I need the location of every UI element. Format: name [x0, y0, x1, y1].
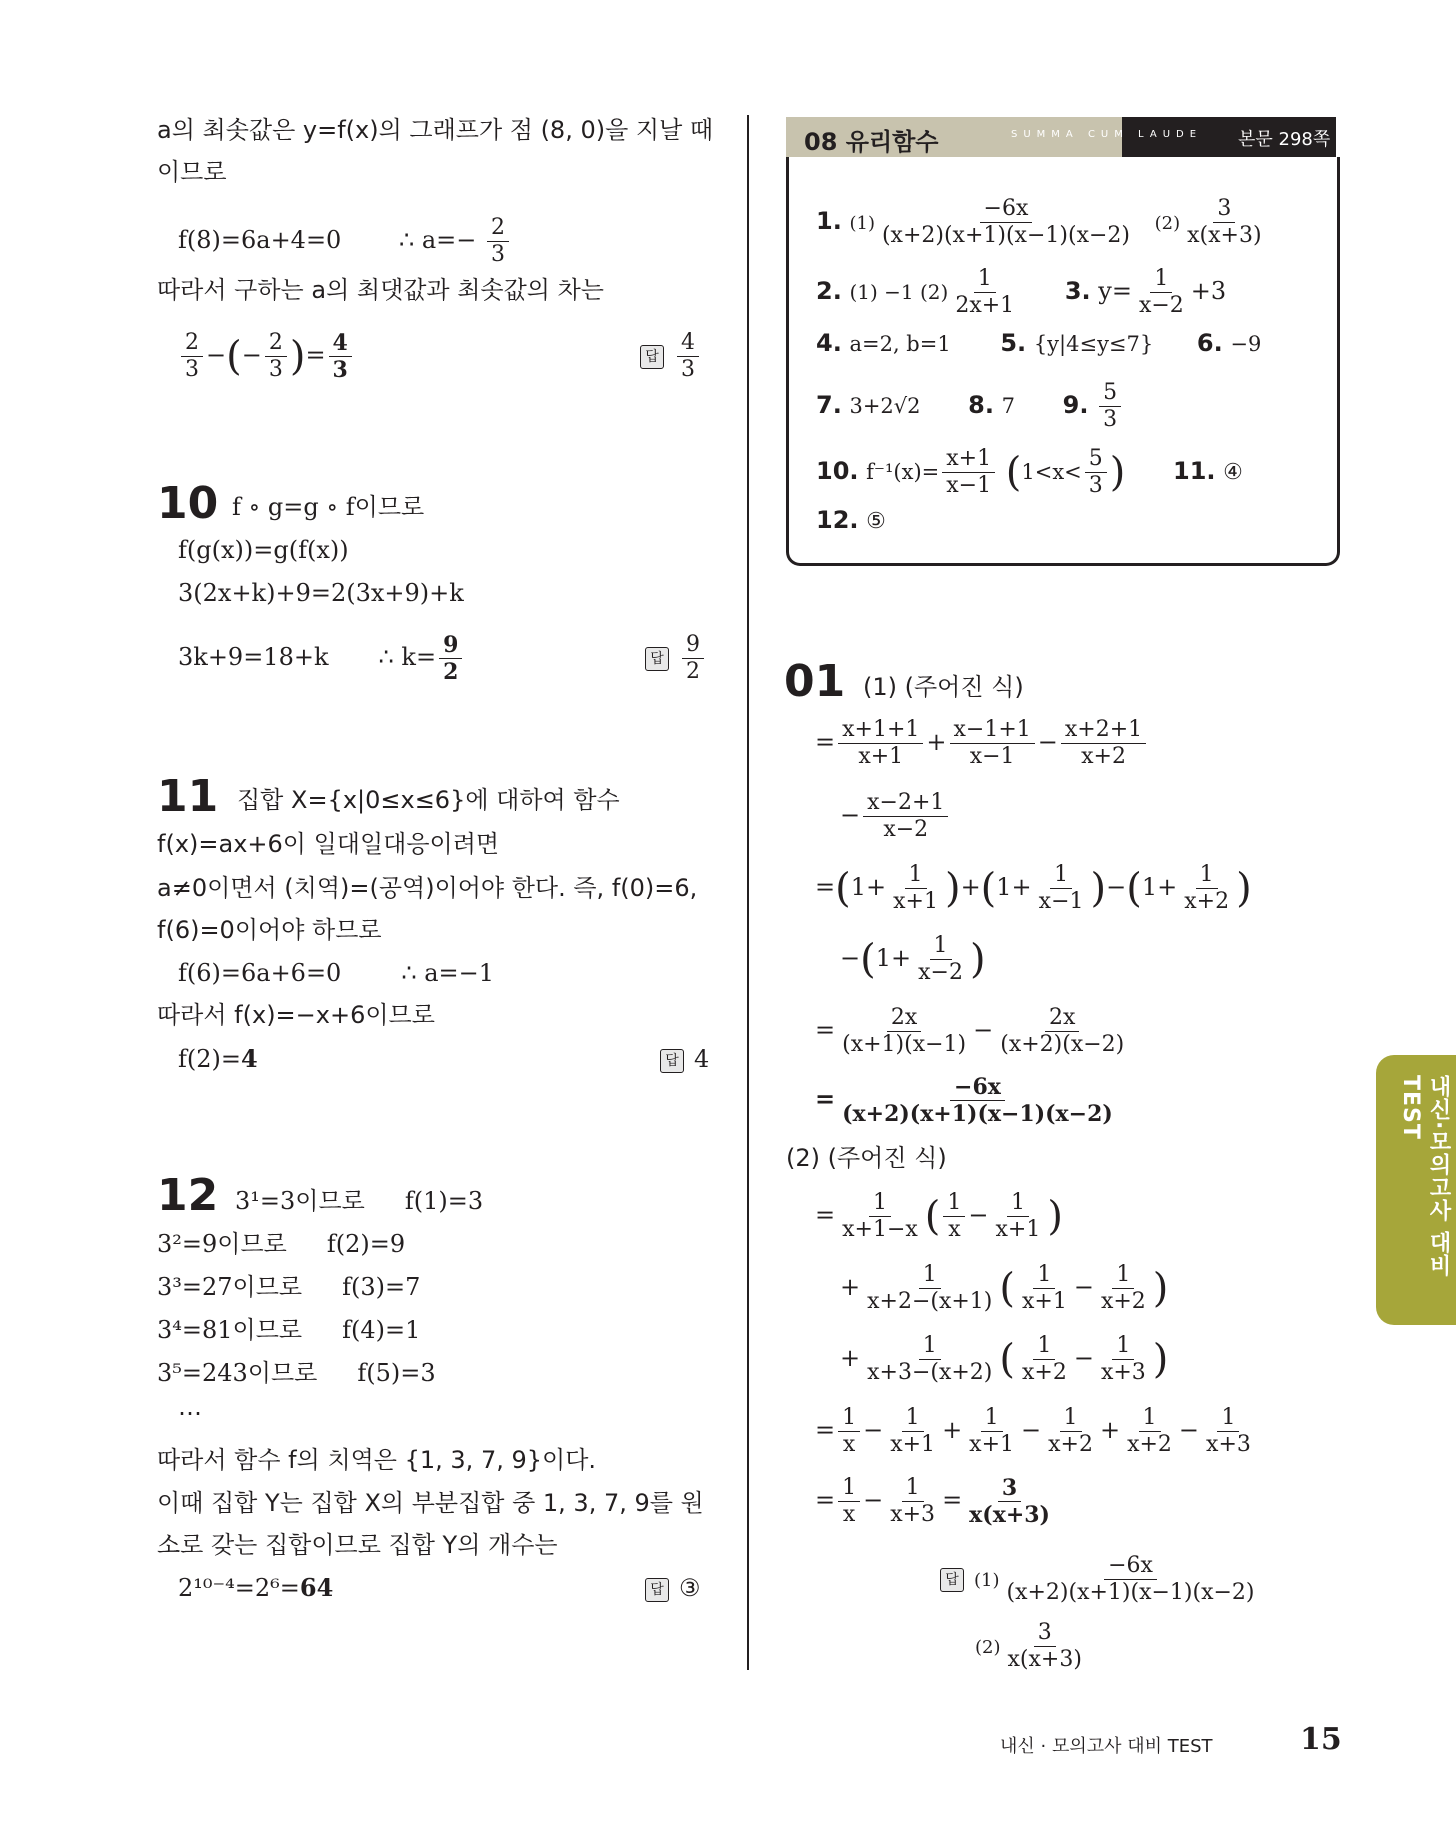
answer-q10: 답 $\frac{9}{2}$ [645, 632, 707, 685]
answer-mark-icon: 답 [645, 1578, 669, 1602]
side-tab-label: 내신·모의고사 대비 TEST [1398, 1075, 1451, 1278]
answer-mark-icon: 답 [645, 647, 669, 671]
q12-line-3: 소로 갖는 집합이므로 집합 Y의 개수는 [157, 1531, 558, 1559]
question-01-number: 01 [784, 656, 846, 707]
sol01-answer-2: (2) $\frac{3}{x(x+3)}$ [975, 1620, 1082, 1672]
sol01-part1-head: (1) (주어진 식) [863, 673, 1024, 701]
answer-12: 12. ⑤ [816, 506, 886, 534]
q11-line-1: 집합 X={x|0≤x≤6}에 대하여 함수 [237, 786, 620, 814]
q11-line-7: f(2)=4 [178, 1044, 258, 1073]
q12-line-4: 2¹⁰⁻⁴=2⁶=64 [178, 1573, 334, 1602]
page-reference: 본문 298쪽 [1238, 129, 1331, 150]
sol02-eq-2: + $\frac{1}{x+2-(x+1)}$ ( $\frac{1}{x+1}$ − $\frac{1}{x+2}$ ) [840, 1262, 1169, 1314]
answer-q12: 답 ③ [645, 1573, 701, 1603]
frac-2-3: $\frac{2}{3}$ [487, 215, 509, 268]
q10-line-2: f(g(x))=g(f(x)) [178, 536, 349, 564]
section-title: 08 유리함수 [804, 128, 939, 156]
answer-mark-icon: 답 [660, 1049, 684, 1073]
answer-1: 1. (1) $\frac{-6x}{(x+2)(x+1)(x-1)(x-2)}$ (2) $\frac{3}{x(x+3)}$ [816, 196, 1262, 248]
diff-eq: $\frac{2}{3}$ −(− $\frac{2}{3}$ )= $\frac{4}{3}$ [178, 330, 355, 383]
q12-dots: ⋯ [178, 1399, 202, 1427]
q10-line-3: 3(2x+k)+9=2(3x+9)+k [178, 579, 464, 607]
answer-diff: 답 $\frac{4}{3}$ [640, 330, 702, 383]
sol01-eq-6: = $\frac{-6x}{(x+2)(x+1)(x-1)(x-2)}$ [815, 1074, 1113, 1127]
q10-line-4: 3k+9=18+k ∴ k= $\frac{9}{2}$ [178, 632, 465, 685]
eq-f8-text: f(8)=6a+4=0 [178, 226, 342, 254]
sol01-eq-1: = $\frac{x+1+1}{x+1}$ + $\frac{x-1+1}{x-1}$ − $\frac{x+2+1}{x+2}$ [815, 717, 1149, 770]
sol02-eq-3: + $\frac{1}{x+3-(x+2)}$ ( $\frac{1}{x+2}$ − $\frac{1}{x+3}$ ) [840, 1333, 1169, 1385]
sol01-answer-1: 답 (1) $\frac{-6x}{(x+2)(x+1)(x-1)(x-2)}$ [940, 1553, 1262, 1606]
sol01-eq-3: =(1+ $\frac{1}{x+1}$ )+(1+ $\frac{1}{x-1}$ )−(1+ $\frac{1}{x+2}$ ) [815, 862, 1252, 914]
answer-2-3: 2. (1) −1 (2) $\frac{1}{2x+1}$ 3. y= $\frac{1}{x-2}$ +3 [816, 266, 1227, 318]
q12-row-3: 3³=27이므로 f(3)=7 [157, 1273, 421, 1301]
question-10-number: 10 [157, 478, 219, 529]
answer-q11: 답 4 [660, 1044, 709, 1074]
side-tab [1376, 1055, 1456, 1325]
sol01-eq-4: −(1+ $\frac{1}{x-2}$ ) [840, 933, 986, 985]
intro-line-1: a의 최솟값은 y=f(x)의 그래프가 점 (8, 0)을 지날 때 [157, 116, 714, 144]
sol01-eq-2: − $\frac{x-2+1}{x-2}$ [840, 790, 951, 843]
eq-f8 [178, 215, 512, 268]
footer-title: 내신 · 모의고사 대비 TEST [1000, 1736, 1213, 1757]
q12-row-5: 3⁵=243이므로 f(5)=3 [157, 1359, 436, 1387]
question-11-number: 11 [157, 771, 219, 822]
q12-line-1: 따라서 함수 f의 치역은 {1, 3, 7, 9}이다. [157, 1446, 597, 1474]
page-number: 15 [1300, 1722, 1342, 1757]
q11-line-4: f(6)=0이어야 하므로 [157, 916, 382, 944]
answer-4-5-6: 4. a=2, b=1 5. {y|4≤y≤7} 6. −9 [816, 329, 1262, 357]
therefore-a: ∴ a=− [398, 226, 477, 254]
q10-line-1: f ∘ g=g ∘ f이므로 [232, 493, 425, 521]
answer-7-8-9: 7. 3+2√2 8. 7 9. $\frac{5}{3}$ [816, 380, 1124, 433]
sol01-eq-5: = $\frac{2x}{(x+1)(x-1)}$ − $\frac{2x}{(x+2)(x-2)}$ [815, 1005, 1125, 1057]
q11-line-2: f(x)=ax+6이 일대일대응이려면 [157, 830, 500, 858]
q12-row-4: 3⁴=81이므로 f(4)=1 [157, 1316, 421, 1344]
answer-mark-icon: 답 [940, 1568, 964, 1592]
question-12-number: 12 [157, 1170, 219, 1221]
sol02-eq-1: = $\frac{1}{x+1-x}$ ( $\frac{1}{x}$ − $\frac{1}{x+1}$ ) [815, 1190, 1063, 1242]
column-divider [747, 115, 749, 1670]
sol02-eq-5: = $\frac{1}{x}$ − $\frac{1}{x+3}$ = $\frac{3}{x(x+3)}$ [815, 1475, 1050, 1528]
q12-row-1: 3¹=3이므로 f(1)=3 [235, 1187, 484, 1215]
intro-line-2: 이므로 [157, 158, 227, 186]
brand-text: SUMMA CUM LAUDE [1011, 129, 1203, 140]
section-header [786, 117, 1336, 157]
diff-text: 따라서 구하는 a의 최댓값과 최솟값의 차는 [157, 276, 604, 304]
sol02-eq-4: = $\frac{1}{x}$ − $\frac{1}{x+1}$ + $\frac{1}{x+1}$ − $\frac{1}{x+2}$ + $\frac{1}{x+2}$ − $\frac{1}{x+3}$ [815, 1405, 1251, 1457]
answer-mark-icon: 답 [640, 345, 664, 369]
q11-line-5: f(6)=6a+6=0 ∴ a=−1 [178, 959, 495, 987]
q12-row-2: 3²=9이므로 f(2)=9 [157, 1230, 406, 1258]
q12-line-2: 이때 집합 Y는 집합 X의 부분집합 중 1, 3, 7, 9를 원 [157, 1489, 704, 1517]
sol01-part2-head: (2) (주어진 식) [786, 1144, 947, 1172]
answer-10-11: 10. f⁻¹(x)= $\frac{x+1}{x-1}$ (1<x< $\frac{5}{3}$ ) 11. ④ [816, 446, 1243, 498]
q11-line-3: a≠0이면서 (치역)=(공역)이어야 한다. 즉, f(0)=6, [157, 874, 698, 902]
q11-line-6: 따라서 f(x)=−x+6이므로 [157, 1001, 435, 1029]
